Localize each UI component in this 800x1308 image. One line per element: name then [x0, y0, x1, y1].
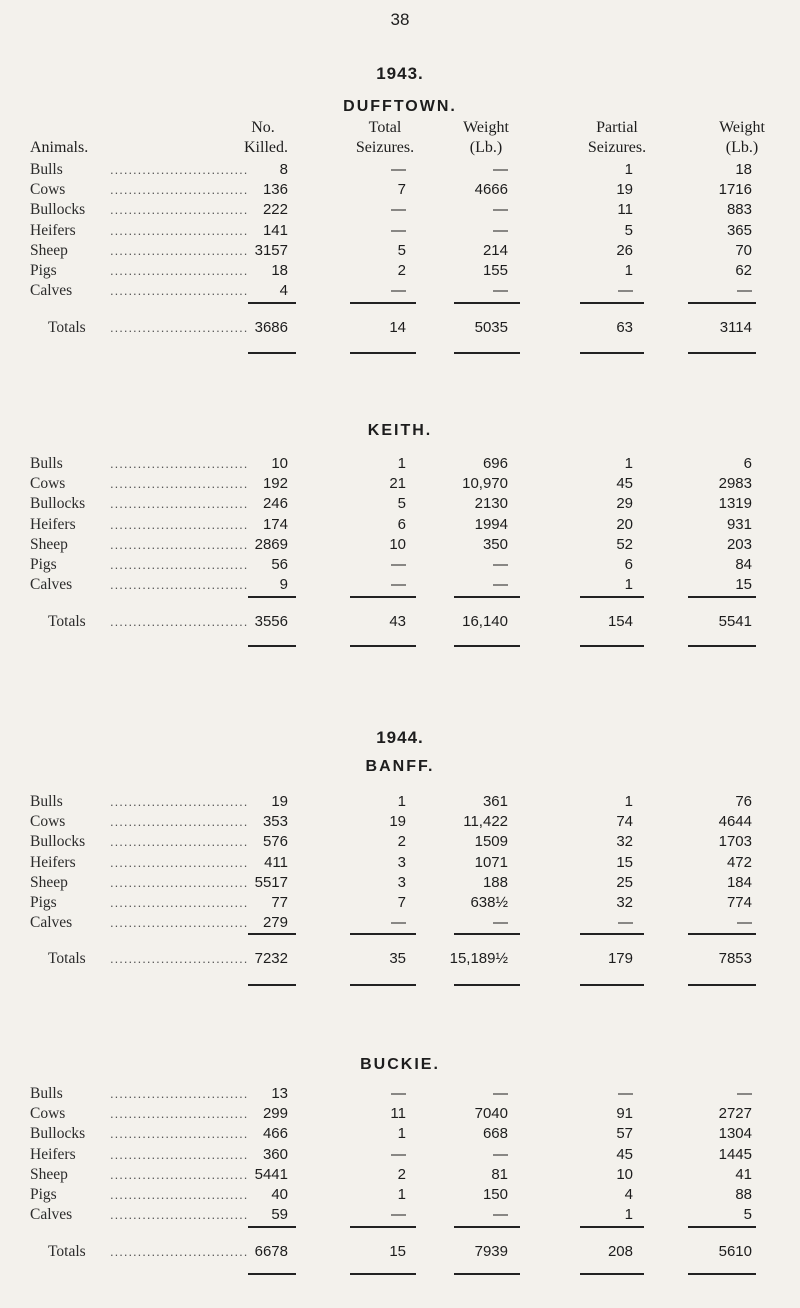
cell-partial-weight: 5610	[718, 1243, 752, 1260]
cell-weight: 361	[482, 793, 508, 810]
table-row	[0, 160, 800, 180]
cell-partial-weight: 774	[726, 894, 752, 911]
cell-weight: 10,970	[462, 475, 508, 493]
table-row	[0, 1084, 800, 1104]
animal-label: Bulls	[30, 793, 69, 810]
total-rule-top	[248, 596, 296, 598]
cell-weight: —	[493, 1085, 508, 1102]
cell-total-seizures: 1	[397, 455, 406, 472]
cell-total-seizures: 7	[397, 894, 406, 911]
cell-killed: 411	[264, 853, 288, 871]
cell-killed: 3686	[254, 319, 288, 336]
cell-total-seizures: 1	[397, 1186, 406, 1203]
cell-partial-weight: 2983	[718, 475, 752, 493]
animal-label: Cows	[30, 181, 71, 198]
cell-killed: 2869	[254, 535, 288, 553]
page-number: 38	[390, 10, 410, 29]
cell-total-seizures: 3	[397, 873, 406, 891]
cell-total-seizures: —	[391, 221, 406, 239]
total-rule-top	[454, 302, 520, 304]
table-row	[0, 200, 800, 220]
cell-total-seizures: —	[391, 1145, 406, 1163]
animal-label: Sheep	[30, 874, 74, 891]
cell-total-seizures: 2	[397, 833, 406, 851]
cell-weight: —	[493, 556, 508, 573]
table-row	[0, 180, 800, 200]
cell-partial-weight: 2727	[718, 1105, 752, 1123]
total-rule-bottom	[454, 352, 520, 354]
table-row	[0, 494, 800, 514]
cell-weight: 150	[482, 1186, 508, 1203]
cell-weight: 7939	[474, 1243, 508, 1260]
total-rule-top	[350, 1226, 416, 1228]
cell-partial-seizures: 29	[616, 495, 633, 513]
total-rule-top	[454, 1226, 520, 1228]
cell-killed: 192	[262, 475, 288, 493]
cell-partial-seizures: 11	[617, 201, 633, 219]
cell-partial-weight: 7853	[718, 950, 752, 967]
cell-total-seizures: —	[391, 201, 406, 219]
cell-partial-weight: 1445	[718, 1145, 752, 1163]
cell-weight: 1071	[474, 853, 508, 871]
cell-total-seizures: 21	[389, 475, 406, 493]
table-row	[0, 913, 800, 933]
cell-partial-weight: —	[737, 282, 752, 300]
animal-label: Calves	[30, 576, 78, 593]
cell-weight: —	[493, 1206, 508, 1224]
cell-weight: 5035	[474, 319, 508, 336]
cell-partial-seizures: 52	[616, 535, 633, 553]
section-year: 1944.	[376, 728, 424, 747]
cell-killed: 174	[262, 515, 288, 533]
cell-partial-weight: 76	[735, 793, 752, 810]
total-rule-top	[350, 302, 416, 304]
section-place-title: BUCKIE.	[360, 1056, 440, 1073]
cell-partial-weight: 5541	[718, 613, 752, 630]
cell-partial-seizures: 1	[624, 576, 633, 594]
cell-partial-seizures: 63	[616, 319, 633, 336]
total-rule-top	[454, 933, 520, 935]
total-rule-bottom	[688, 352, 756, 354]
cell-partial-seizures: —	[618, 1085, 633, 1102]
animal-label: Pigs	[30, 556, 63, 573]
cell-total-seizures: 35	[389, 950, 406, 967]
cell-killed: 8	[279, 161, 288, 178]
table-row	[0, 893, 800, 913]
animal-label: Bulls	[30, 161, 69, 178]
cell-total-seizures: 43	[389, 613, 406, 630]
table-row	[0, 853, 800, 873]
cell-weight: 16,140	[462, 613, 508, 630]
table-row	[0, 1104, 800, 1124]
cell-partial-seizures: —	[618, 914, 633, 932]
animal-label: Bulls	[30, 455, 69, 472]
totals-row	[0, 949, 800, 969]
cell-weight: 15,189½	[449, 950, 508, 967]
cell-total-seizures: —	[391, 576, 406, 594]
cell-partial-weight: —	[737, 1085, 752, 1102]
animal-label: Bullocks	[30, 1125, 91, 1142]
animal-label: Bullocks	[30, 833, 91, 850]
cell-killed: 6678	[254, 1243, 288, 1260]
total-rule-bottom	[248, 1273, 296, 1275]
table-row	[0, 281, 800, 301]
cell-partial-seizures: 5	[624, 221, 633, 239]
cell-killed: 353	[262, 813, 288, 831]
cell-partial-weight: 15	[735, 576, 752, 594]
cell-weight: 1509	[474, 833, 508, 851]
cell-partial-seizures: 6	[624, 556, 633, 573]
animal-label: Pigs	[30, 1186, 63, 1203]
cell-partial-seizures: 45	[616, 475, 633, 493]
cell-partial-seizures: 4	[624, 1186, 633, 1203]
total-rule-bottom	[688, 645, 756, 647]
table-row	[0, 792, 800, 812]
table-row	[0, 454, 800, 474]
header-animals: Animals.	[30, 139, 89, 156]
cell-total-seizures: 5	[397, 241, 406, 259]
total-rule-bottom	[580, 984, 644, 986]
cell-partial-seizures: 91	[616, 1105, 633, 1123]
cell-partial-weight: 1304	[718, 1125, 752, 1143]
cell-killed: 13	[271, 1085, 288, 1102]
animal-label: Bullocks	[30, 201, 91, 218]
total-rule-bottom	[248, 352, 296, 354]
section-place-title: KEITH.	[367, 422, 433, 439]
cell-weight: 81	[491, 1165, 508, 1183]
table-row	[0, 812, 800, 832]
cell-weight: —	[493, 914, 508, 932]
table-row	[0, 1124, 800, 1144]
cell-partial-weight: 3114	[719, 319, 752, 336]
cell-total-seizures: 6	[397, 515, 406, 533]
total-rule-top	[688, 933, 756, 935]
total-rule-bottom	[350, 645, 416, 647]
animal-label: Cows	[30, 813, 71, 830]
cell-total-seizures: 1	[397, 793, 406, 810]
total-rule-bottom	[580, 645, 644, 647]
table-row	[0, 1185, 800, 1205]
total-rule-bottom	[350, 984, 416, 986]
cell-killed: 3556	[254, 613, 288, 630]
animal-label: Sheep	[30, 536, 74, 553]
cell-total-seizures: 3	[397, 853, 406, 871]
cell-total-seizures: —	[391, 1085, 406, 1102]
cell-total-seizures: 2	[397, 262, 406, 279]
cell-killed: 18	[271, 262, 288, 279]
table-row	[0, 221, 800, 241]
cell-weight: —	[493, 201, 508, 219]
total-rule-bottom	[580, 352, 644, 354]
cell-partial-seizures: 57	[616, 1125, 633, 1143]
total-rule-bottom	[454, 984, 520, 986]
section-place-title: DUFFTOWN.	[343, 98, 457, 115]
animal-label: Heifers	[30, 222, 82, 239]
totals-label: Totals	[48, 613, 92, 630]
header-weight: Weight (Lb.)	[463, 119, 509, 156]
cell-partial-weight: 88	[735, 1186, 752, 1203]
totals-row	[0, 1242, 800, 1262]
animal-label: Calves	[30, 914, 78, 931]
cell-partial-seizures: 10	[616, 1165, 633, 1183]
header-partial-seizures: Partial Seizures.	[587, 119, 647, 156]
table-row	[0, 1165, 800, 1185]
cell-partial-seizures: —	[618, 282, 633, 300]
cell-partial-seizures: 32	[616, 833, 633, 851]
totals-label: Totals	[48, 319, 92, 336]
cell-killed: 5517	[254, 873, 288, 891]
total-rule-top	[248, 302, 296, 304]
total-rule-top	[688, 1226, 756, 1228]
table-row	[0, 241, 800, 261]
cell-partial-weight: 4644	[718, 813, 752, 831]
cell-partial-seizures: 20	[616, 515, 633, 533]
cell-killed: 59	[271, 1206, 288, 1224]
table-row	[0, 1205, 800, 1225]
total-rule-top	[248, 1226, 296, 1228]
cell-total-seizures: —	[391, 282, 406, 300]
animal-label: Pigs	[30, 262, 63, 279]
cell-partial-weight: 18	[735, 161, 752, 178]
cell-partial-seizures: 208	[607, 1243, 633, 1260]
cell-killed: 360	[262, 1145, 288, 1163]
cell-partial-weight: 472	[726, 853, 752, 871]
table-row	[0, 535, 800, 555]
animal-label: Calves	[30, 282, 78, 299]
cell-killed: 40	[271, 1186, 288, 1203]
animal-label: Cows	[30, 1105, 71, 1122]
animal-label: Heifers	[30, 1146, 82, 1163]
cell-killed: 5441	[254, 1165, 288, 1183]
total-rule-top	[580, 933, 644, 935]
cell-weight: 188	[482, 873, 508, 891]
total-rule-bottom	[688, 984, 756, 986]
total-rule-bottom	[248, 984, 296, 986]
table-row	[0, 474, 800, 494]
cell-partial-weight: 1716	[718, 181, 752, 199]
cell-weight: 4666	[474, 181, 508, 199]
cell-total-seizures: 15	[389, 1243, 406, 1260]
cell-killed: 299	[262, 1105, 288, 1123]
animal-label: Sheep	[30, 1166, 74, 1183]
cell-total-seizures: 2	[397, 1165, 406, 1183]
table-row	[0, 832, 800, 852]
total-rule-top	[580, 302, 644, 304]
animal-label: Sheep	[30, 242, 74, 259]
section-year: 1943.	[376, 64, 424, 83]
cell-killed: 141	[262, 221, 288, 239]
cell-weight: —	[493, 282, 508, 300]
animal-label: Bullocks	[30, 495, 91, 512]
cell-weight: 11,422	[463, 813, 508, 831]
cell-partial-weight: 6	[743, 455, 752, 472]
cell-partial-seizures: 179	[607, 950, 633, 967]
table-row	[0, 515, 800, 535]
total-rule-top	[454, 596, 520, 598]
totals-label: Totals	[48, 950, 92, 967]
cell-killed: 10	[271, 455, 288, 472]
table-row	[0, 261, 800, 281]
cell-total-seizures: 5	[397, 495, 406, 513]
animal-label: Heifers	[30, 854, 82, 871]
animal-label: Pigs	[30, 894, 63, 911]
section-place-title: BANFF.	[365, 758, 435, 775]
table-row	[0, 555, 800, 575]
total-rule-top	[350, 933, 416, 935]
cell-partial-weight: 62	[735, 262, 752, 279]
cell-killed: 3157	[254, 241, 288, 259]
total-rule-bottom	[580, 1273, 644, 1275]
cell-partial-seizures: 1	[624, 262, 633, 279]
cell-total-seizures: —	[391, 161, 406, 178]
cell-partial-seizures: 1	[624, 1206, 633, 1224]
total-rule-top	[580, 1226, 644, 1228]
cell-partial-seizures: 1	[624, 161, 633, 178]
animal-label: Calves	[30, 1206, 78, 1223]
totals-label: Totals	[48, 1243, 92, 1260]
cell-killed: 222	[262, 201, 288, 219]
cell-partial-weight: 70	[735, 241, 752, 259]
cell-weight: 350	[482, 535, 508, 553]
cell-total-seizures: 11	[390, 1105, 406, 1123]
total-rule-bottom	[248, 645, 296, 647]
cell-killed: 4	[279, 282, 288, 300]
totals-row	[0, 612, 800, 632]
cell-weight: 2130	[474, 495, 508, 513]
cell-killed: 56	[271, 556, 288, 573]
cell-partial-weight: 203	[726, 535, 752, 553]
cell-weight: —	[493, 1145, 508, 1163]
cell-partial-seizures: 154	[607, 613, 633, 630]
cell-total-seizures: 7	[397, 181, 406, 199]
total-rule-bottom	[454, 1273, 520, 1275]
cell-total-seizures: —	[391, 914, 406, 932]
cell-killed: 7232	[254, 950, 288, 967]
cell-killed: 19	[271, 793, 288, 810]
cell-killed: 136	[262, 181, 288, 199]
cell-partial-seizures: 15	[616, 853, 633, 871]
total-rule-bottom	[688, 1273, 756, 1275]
cell-killed: 466	[262, 1125, 288, 1143]
cell-weight: —	[493, 161, 508, 178]
cell-weight: 1994	[474, 515, 508, 533]
table-row	[0, 575, 800, 595]
cell-total-seizures: 1	[397, 1125, 406, 1143]
cell-partial-weight: 365	[726, 221, 752, 239]
cell-killed: 9	[279, 576, 288, 594]
total-rule-top	[580, 596, 644, 598]
total-rule-bottom	[350, 1273, 416, 1275]
cell-partial-weight: 5	[743, 1206, 752, 1224]
animal-label: Cows	[30, 475, 71, 492]
cell-killed: 77	[271, 894, 288, 911]
cell-killed: 246	[262, 495, 288, 513]
header-total-seizures: Total Seizures.	[355, 119, 415, 156]
total-rule-bottom	[454, 645, 520, 647]
cell-killed: 576	[262, 833, 288, 851]
animal-label: Bulls	[30, 1085, 69, 1102]
cell-partial-seizures: 45	[616, 1145, 633, 1163]
animal-label: Heifers	[30, 516, 82, 533]
cell-weight: 214	[482, 241, 508, 259]
cell-weight: 155	[482, 262, 508, 279]
total-rule-top	[350, 596, 416, 598]
cell-total-seizures: 19	[389, 813, 406, 831]
cell-weight: 668	[482, 1125, 508, 1143]
cell-total-seizures: 10	[389, 535, 406, 553]
cell-total-seizures: —	[391, 556, 406, 573]
cell-weight: 7040	[474, 1105, 508, 1123]
cell-weight: —	[493, 576, 508, 594]
cell-partial-seizures: 25	[616, 873, 633, 891]
cell-partial-seizures: 1	[624, 793, 633, 810]
total-rule-top	[248, 933, 296, 935]
header-weight-partial: Weight (Lb.)	[719, 119, 765, 156]
cell-partial-seizures: 19	[616, 181, 633, 199]
cell-partial-seizures: 1	[624, 455, 633, 472]
cell-partial-seizures: 74	[616, 813, 633, 831]
table-row	[0, 873, 800, 893]
cell-partial-seizures: 26	[616, 241, 633, 259]
cell-partial-weight: 931	[726, 515, 752, 533]
table-row	[0, 1145, 800, 1165]
cell-partial-weight: 41	[735, 1165, 752, 1183]
cell-total-seizures: —	[391, 1206, 406, 1224]
cell-total-seizures: 14	[389, 319, 406, 336]
cell-partial-weight: 184	[726, 873, 752, 891]
cell-weight: 696	[482, 455, 508, 472]
cell-killed: 279	[262, 914, 288, 932]
cell-partial-weight: —	[737, 914, 752, 932]
total-rule-bottom	[350, 352, 416, 354]
cell-partial-weight: 1703	[718, 833, 752, 851]
cell-weight: 638½	[470, 894, 508, 911]
cell-partial-weight: 883	[726, 201, 752, 219]
totals-row	[0, 318, 800, 338]
cell-partial-weight: 84	[735, 556, 752, 573]
cell-partial-weight: 1319	[718, 495, 752, 513]
total-rule-top	[688, 596, 756, 598]
total-rule-top	[688, 302, 756, 304]
header-no-killed: No. Killed.	[244, 119, 288, 156]
cell-partial-seizures: 32	[616, 894, 633, 911]
cell-weight: —	[493, 221, 508, 239]
